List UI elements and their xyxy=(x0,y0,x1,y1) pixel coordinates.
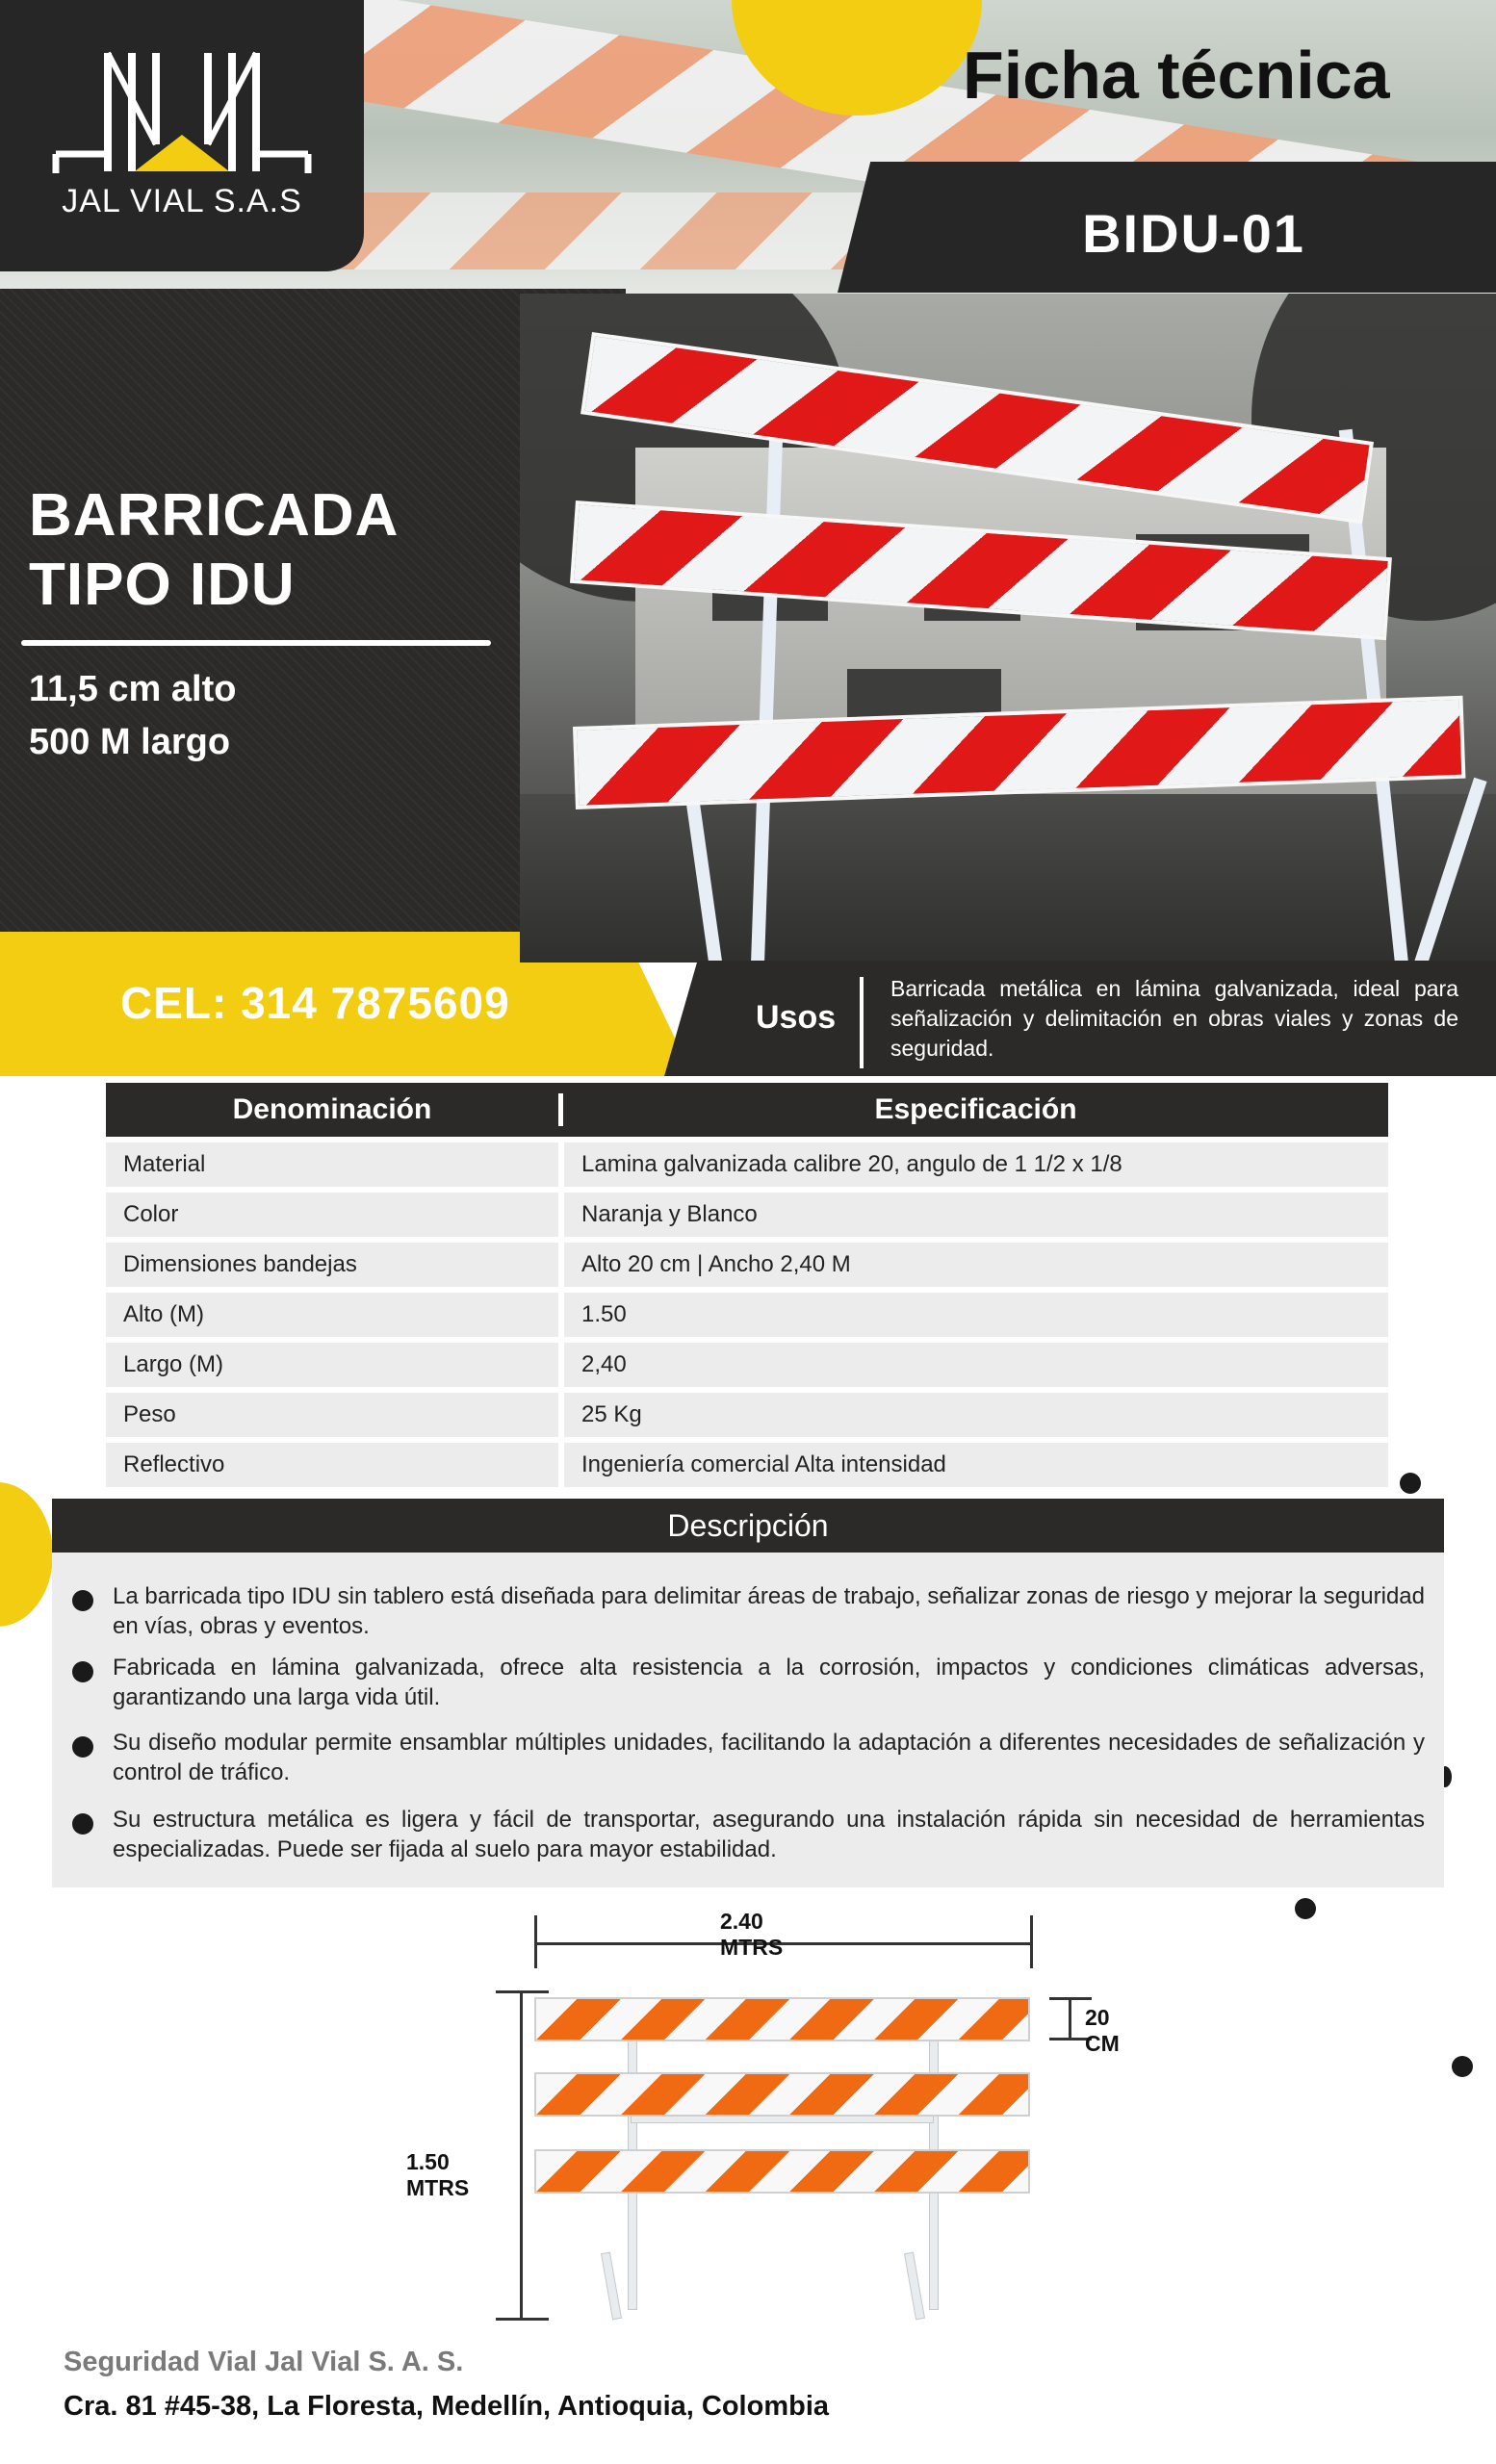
barricade-crossbar xyxy=(631,2116,934,2123)
dimension-tick xyxy=(496,2318,549,2321)
tray-dimension-line xyxy=(1069,1997,1071,2040)
product-code: BIDU-01 xyxy=(1082,203,1305,264)
bullet-icon xyxy=(72,1736,93,1758)
table-row xyxy=(106,1243,1388,1287)
list-item-text: Su diseño modular permite ensamblar múltiples unidades, facilitando la adaptación a diferentes necesidades de señalización y control de tráfico. xyxy=(113,1730,1425,1785)
divider xyxy=(860,977,864,1068)
logo-box xyxy=(0,0,364,271)
product-photo xyxy=(520,294,1496,962)
list-item xyxy=(72,1653,1425,1712)
table-row xyxy=(106,1293,1388,1337)
spec-name: Dimensiones bandejas xyxy=(106,1243,558,1287)
barricade-foot xyxy=(904,2252,925,2321)
spec-value: 2,40 xyxy=(564,1343,1388,1387)
height-label: 1.50 MTRS xyxy=(406,2149,470,2200)
table-header xyxy=(106,1083,1388,1137)
column-header-value: Especificación xyxy=(874,1093,1077,1125)
dimension-tick xyxy=(1049,1997,1092,2000)
dimension-tick xyxy=(534,1915,537,1968)
spec-value: Lamina galvanizada calibre 20, angulo de 1 1/2 x 1/8 xyxy=(564,1142,1388,1187)
brand-name: JAL VIAL S.A.S xyxy=(62,183,302,219)
dimension-tick xyxy=(496,1990,549,1993)
dot-decoration xyxy=(1452,2056,1473,2077)
usos-text: Barricada metálica en lámina galvanizada, ideal para señalización y delimitación en obras viales y zonas de seguridad. xyxy=(890,976,1458,1061)
list-item-text: Su estructura metálica es ligera y fácil de transportar, asegurando una instalación rápida sin necesidad de herramientas especializadas. Puede ser fijada al suelo para mayor estabilidad. xyxy=(113,1807,1425,1862)
specs-table xyxy=(106,1083,1388,1487)
table-row xyxy=(106,1393,1388,1437)
list-item xyxy=(72,1728,1425,1787)
width-label: 2.40 MTRS xyxy=(720,1909,784,1960)
table-row xyxy=(106,1142,1388,1187)
product-name-line2: TIPO IDU xyxy=(29,552,296,618)
table-row xyxy=(106,1343,1388,1387)
height-dimension-line xyxy=(520,1990,523,2320)
dot-decoration xyxy=(1295,1898,1316,1919)
dimension-tick xyxy=(1030,1915,1033,1968)
page-title: Ficha técnica xyxy=(963,38,1390,113)
tray-label: 20 CM xyxy=(1085,2005,1120,2056)
list-item xyxy=(72,1581,1425,1641)
bullet-icon xyxy=(72,1590,93,1611)
spec-name: Alto (M) xyxy=(106,1293,558,1337)
yellow-circle-decoration xyxy=(0,1482,53,1627)
spec-name: Material xyxy=(106,1142,558,1187)
spec-value: Naranja y Blanco xyxy=(564,1193,1388,1237)
spec-name: Largo (M) xyxy=(106,1343,558,1387)
jal-vial-logo-icon xyxy=(0,0,364,183)
barricade-tray xyxy=(534,2072,1030,2117)
bullet-icon xyxy=(72,1661,93,1682)
barricade-tray xyxy=(534,2149,1030,2194)
dot-decoration xyxy=(1400,1473,1421,1494)
spec-value: 25 Kg xyxy=(564,1393,1388,1437)
product-name-line1: BARRICADA xyxy=(29,482,400,549)
barricade-foot xyxy=(601,2252,622,2321)
barricade-tray xyxy=(534,1997,1030,2041)
product-length: 500 M largo xyxy=(29,722,231,762)
list-item-text: La barricada tipo IDU sin tablero está diseñada para delimitar áreas de trabajo, señalizar zonas de riesgo y mejorar la seguridad en vías, obras y eventos. xyxy=(113,1583,1425,1639)
bullet-icon xyxy=(72,1813,93,1835)
spec-name: Color xyxy=(106,1193,558,1237)
table-row xyxy=(106,1443,1388,1487)
list-item xyxy=(72,1805,1425,1864)
description-title: Descripción xyxy=(52,1499,1444,1553)
spec-value: Ingeniería comercial Alta intensidad xyxy=(564,1443,1388,1487)
list-item-text: Fabricada en lámina galvanizada, ofrece alta resistencia a la corrosión, impactos y condiciones climáticas adversas, garantizando una larga vida útil. xyxy=(113,1655,1425,1710)
spec-value: 1.50 xyxy=(564,1293,1388,1337)
spec-value: Alto 20 cm | Ancho 2,40 M xyxy=(564,1243,1388,1287)
usos-label: Usos xyxy=(756,999,837,1036)
column-header-name: Denominación xyxy=(232,1093,432,1125)
product-height: 11,5 cm alto xyxy=(29,669,237,709)
spec-name: Peso xyxy=(106,1393,558,1437)
footer-address: Cra. 81 #45-38, La Floresta, Medellín, Antioquia, Colombia xyxy=(64,2391,830,2422)
divider xyxy=(21,640,491,646)
phone-number: CEL: 314 7875609 xyxy=(120,978,510,1028)
footer-company: Seguridad Vial Jal Vial S. A. S. xyxy=(64,2347,464,2377)
table-row xyxy=(106,1193,1388,1237)
spec-name: Reflectivo xyxy=(106,1443,558,1487)
